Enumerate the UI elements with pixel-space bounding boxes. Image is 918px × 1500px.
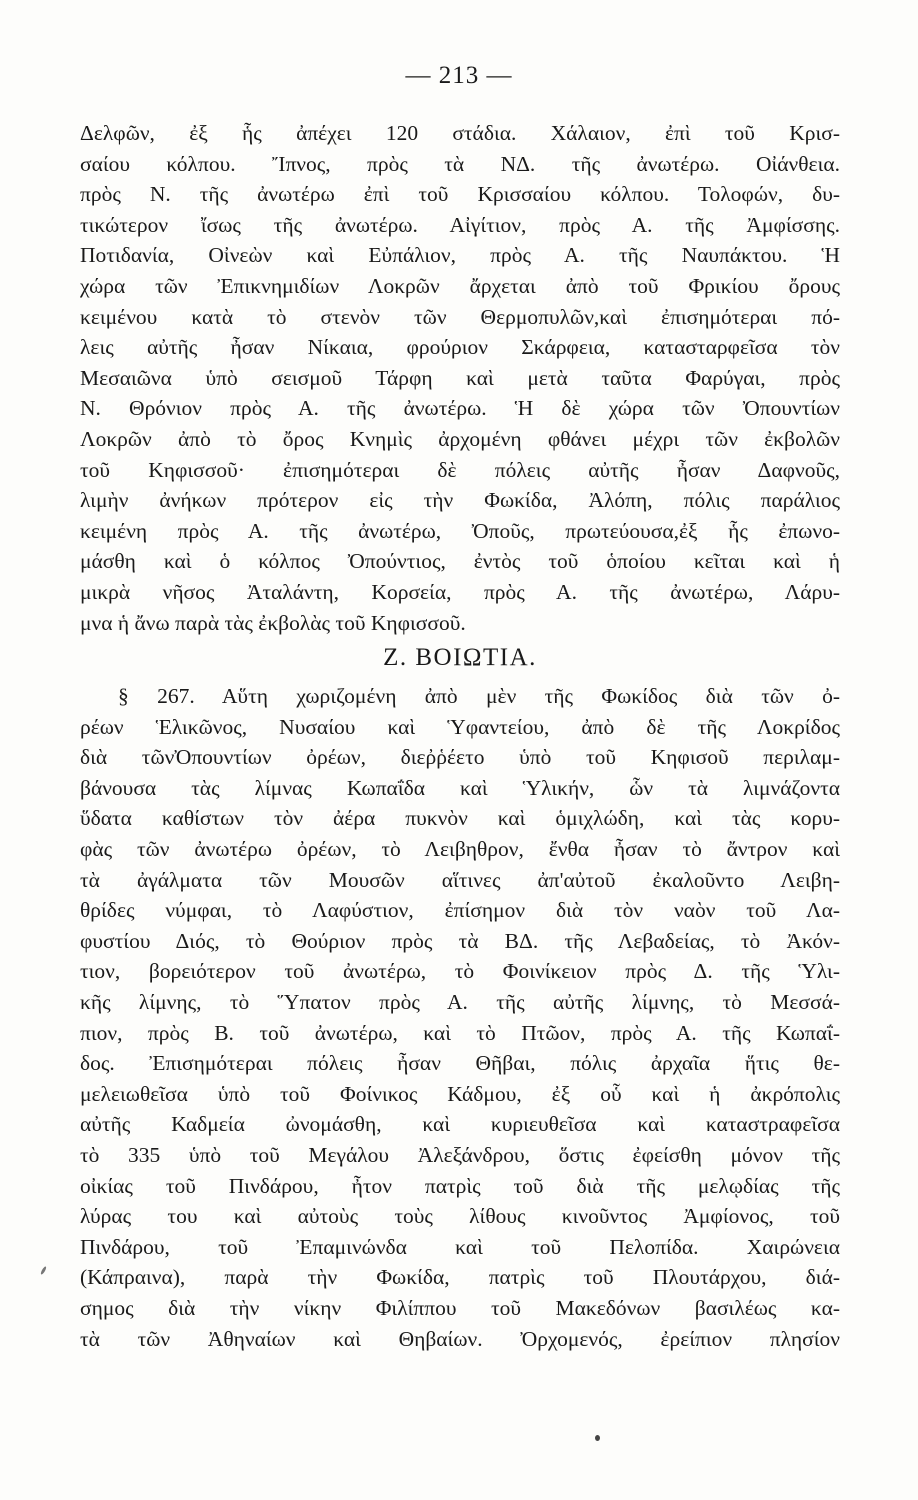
text-line: διὰ τῶνὈπουντίων ὀρέων, διεῤῥέετο ὑπὸ τοῦ Κηφισοῦ περιλαμ- — [80, 745, 840, 770]
text-line: Μεσαιῶνα ὑπὸ σεισμοῦ Τάρφη καὶ μετὰ ταῦτα Φαρύγαι, πρὸς — [80, 365, 840, 390]
text-line: Πινδάρου, τοῦ Ἐπαμινώνδα καὶ τοῦ Πελοπίδα. Χαιρώνεια — [80, 1234, 840, 1259]
text-line: αὐτῆς Καδμεία ὠνομάσθη, καὶ κυριευθεῖσα καὶ καταστραφεῖσα — [80, 1112, 840, 1137]
text-line: φὰς τῶν ἀνωτέρω ὀρέων, τὸ Λειβηθρον, ἔνθα ἦσαν τὸ ἄντρον καὶ — [80, 837, 840, 862]
text-line: § 267. Αὕτη χωριζομένη ἀπὸ μὲν τῆς Φωκίδος διὰ τῶν ὀ- — [118, 684, 840, 709]
text-line: κειμένη πρὸς Α. τῆς ἀνωτέρω, Ὀποῦς, πρωτεύουσα,ἐξ ἧς ἐπωνο- — [80, 518, 840, 543]
text-line: θρίδες νύμφαι, τὸ Λαφύστιον, ἐπίσημον διὰ τὸν ναὸν τοῦ Λα- — [80, 898, 840, 923]
text-line: χώρα τῶν Ἐπικνημιδίων Λοκρῶν ἄρχεται ἀπὸ τοῦ Φρικίου ὄρους — [80, 273, 840, 298]
text-line: τὰ ἀγάλματα τῶν Μουσῶν αἵτινες ἀπ'αὐτοῦ ἐκαλοῦντο Λειβη- — [80, 867, 840, 892]
text-line: μνα ἡ ἄνω παρὰ τὰς ἐκβολὰς τοῦ Κηφισσοῦ. — [80, 610, 466, 635]
text-line: λεις αὐτῆς ἦσαν Νίκαια, φρούριον Σκάρφεια, κατασταρφεῖσα τὸν — [80, 335, 840, 360]
text-line: ὕδατα καθίστων τὸν ἀέρα πυκνὸν καὶ ὁμιχλώδη, καὶ τὰς κορυ- — [80, 806, 840, 831]
section-heading: Ζ. ΒΟΙΩΤΙΑ. — [383, 644, 537, 672]
text-line: δος. Ἐπισημότεραι πόλεις ἦσαν Θῆβαι, πόλις ἀρχαῖα ἥτις θε- — [80, 1051, 840, 1076]
text-line: τὸ 335 ὑπὸ τοῦ Μεγάλου Ἀλεξάνδρου, ὅστις ἐφείσθη μόνον τῆς — [80, 1143, 840, 1167]
text-line: βάνουσα τὰς λίμνας Κωπαΐδα καὶ Ὑλικήν, ὧν τὰ λιμνάζοντα — [80, 775, 840, 800]
text-line: (Κάπραινα), παρὰ τὴν Φωκίδα, πατρὶς τοῦ Πλουτάρχου, διά- — [80, 1265, 840, 1290]
text-line: λύρας του καὶ αὐτοὺς τοὺς λίθους κινοῦντος Ἀμφίονος, τοῦ — [80, 1204, 840, 1229]
text-line: μελειωθεῖσα ὑπὸ τοῦ Φοίνικος Κάδμου, ἐξ οὗ καὶ ἡ ἀκρόπολις — [80, 1081, 840, 1106]
text-line: τιον, βορειότερον τοῦ ἀνωτέρω, τὸ Φοινίκειον πρὸς Δ. τῆς Ὑλι- — [80, 959, 840, 984]
ink-speck — [595, 1435, 600, 1441]
text-line: πιον, πρὸς Β. τοῦ ἀνωτέρω, καὶ τὸ Πτῶον, πρὸς Α. τῆς Κωπαΐ- — [80, 1020, 840, 1045]
text-line: Ποτιδανία, Οἰνεὼν καὶ Εὐπάλιον, πρὸς Α. τῆς Ναυπάκτου. Ἡ — [80, 243, 840, 268]
text-line: οἰκίας τοῦ Πινδάρου, ἦτον πατρὶς τοῦ διὰ τῆς μελῳδίας τῆς — [80, 1173, 840, 1198]
text-line: φυστίου Διός, τὸ Θούριον πρὸς τὰ ΒΔ. τῆς Λεβαδείας, τὸ Ἀκόν- — [80, 928, 840, 953]
text-line: τικώτερον ἴσως τῆς ἀνωτέρω. Αἰγίτιον, πρὸς Α. τῆς Ἀμφίσσης. — [80, 212, 840, 237]
text-line: κειμένου κατὰ τὸ στενὸν τῶν Θερμοπυλῶν,καὶ ἐπισημότεραι πό- — [80, 304, 840, 329]
text-line: μικρὰ νῆσος Ἀταλάντη, Κορσεία, πρὸς Α. τῆς ἀνωτέρω, Λάρυ- — [80, 579, 840, 604]
text-line: λιμὴν ἀνήκων πρότερον εἰς τὴν Φωκίδα, Ἀλόπη, πόλις παράλιος — [80, 488, 840, 513]
text-line: σαίου κόλπου. Ἴπνος, πρὸς τὰ ΝΔ. τῆς ἀνωτέρω. Οἰάνθεια. — [80, 151, 840, 176]
text-line: ρέων Ἑλικῶνος, Νυσαίου καὶ Ὑφαντείου, ἀπὸ δὲ τῆς Λοκρίδος — [80, 714, 840, 739]
paragraph-locris — [80, 118, 840, 638]
text-line: Ν. Θρόνιον πρὸς Α. τῆς ἀνωτέρω. Ἡ δὲ χώρα τῶν Ὀπουντίων — [80, 396, 840, 421]
ink-speck — [40, 1266, 47, 1275]
text-line: Λοκρῶν ἀπὸ τὸ ὄρος Κνημὶς ἀρχομένη φθάνει μέχρι τῶν ἐκβολῶν — [80, 426, 840, 451]
paragraph-boeotia — [80, 681, 840, 1354]
text-line: τὰ τῶν Ἀθηναίων καὶ Θηβαίων. Ὀρχομενός, ἐρείπιον πλησίον — [80, 1326, 840, 1351]
text-line: κῆς λίμνης, τὸ Ὕπατον πρὸς Α. τῆς αὐτῆς λίμνης, τὸ Μεσσά- — [80, 990, 840, 1015]
text-line: πρὸς Ν. τῆς ἀνωτέρω ἐπὶ τοῦ Κρισσαίου κόλπου. Τολοφών, δυ- — [80, 182, 840, 207]
text-line: Δελφῶν, ἐξ ἧς ἀπέχει 120 στάδια. Χάλαιον, ἐπὶ τοῦ Κρισ- — [80, 121, 840, 145]
page-number: — 213 — — [405, 62, 513, 89]
text-line: μάσθη καὶ ὁ κόλπος Ὀπούντιος, ἐντὸς τοῦ ὁποίου κεῖται καὶ ἡ — [80, 549, 840, 574]
text-line: τοῦ Κηφισσοῦ· ἐπισημότεραι δὲ πόλεις αὐτῆς ἦσαν Δαφνοῦς, — [80, 457, 840, 482]
page-text — [80, 118, 840, 1354]
text-line: σημος διὰ τὴν νίκην Φιλίππου τοῦ Μακεδόνων βασιλέως κα- — [80, 1295, 840, 1320]
